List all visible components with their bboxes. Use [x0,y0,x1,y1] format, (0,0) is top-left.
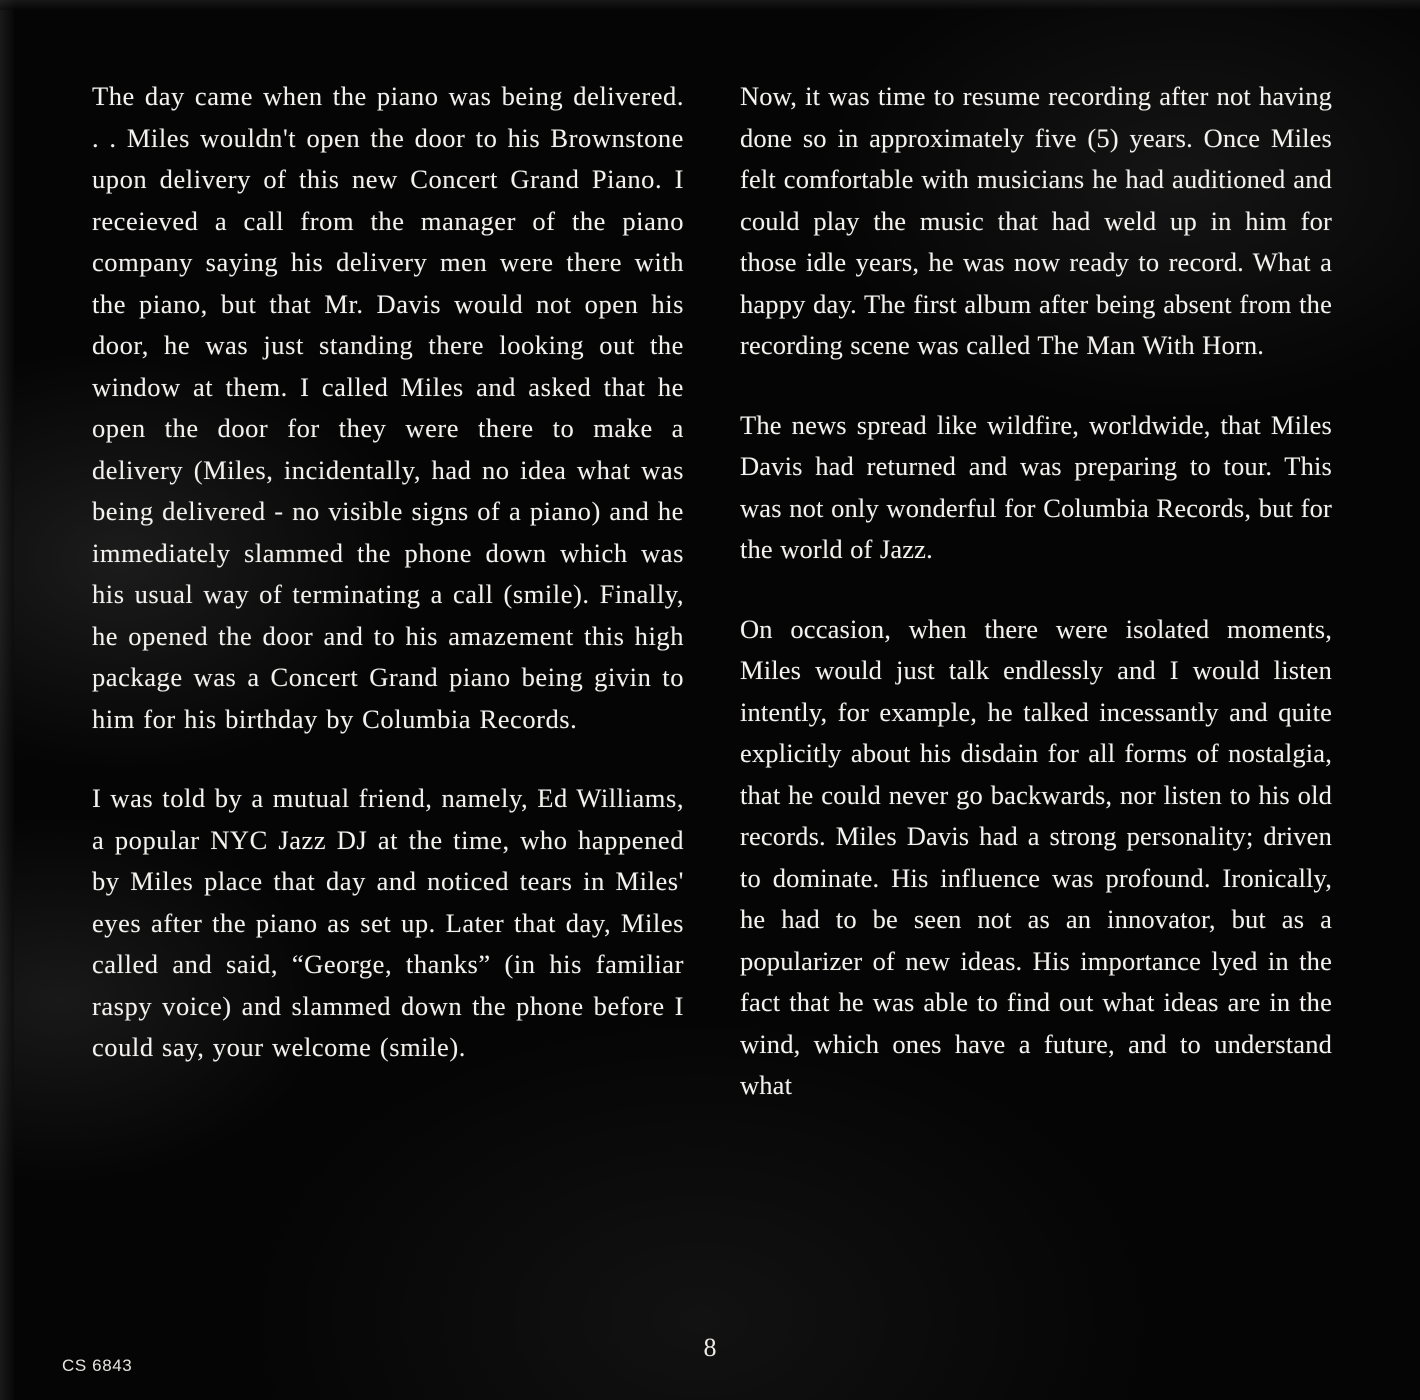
left-column [92,76,684,1107]
paragraph: Now, it was time to resume recording after not having done so in approximately five (5) years. Once Miles felt comfortable with musicians he had auditioned and could play the music that had weld up in him for those idle years, he was now ready to record. What a happy day. The first album after being absent from the recording scene was called The Man With Horn. [740,81,1332,360]
paragraph: The day came when the piano was being delivered. . . Miles wouldn't open the door to his Brownstone upon delivery of this new Concert Grand Piano. I receieved a call from the manager of the piano company saying his delivery men were there with the piano, but that Mr. Davis would not open his door, he was just standing there looking out the window at them. I called Miles and asked that he open the door for they were there to make a delivery (Miles, incidentally, had no idea what was being delivered - no visible signs of a piano) and he immediately slammed the phone down which was his usual way of terminating a call (smile). Finally, he opened the door and to his amazement this high package was a Concert Grand piano being givin to him for his birthday by Columbia Records. [92,81,684,734]
paragraph: The news spread like wildfire, worldwide, that Miles Davis had returned and was preparing to tour. This was not only wonderful for Columbia Records, but for the world of Jazz. [740,409,1332,564]
page-edge-shading-left [0,0,14,1400]
text-columns [92,76,1332,1107]
paragraph: On occasion, when there were isolated moments, Miles would just talk endlessly and I would listen intently, for example, he talked incessantly and quite explicitly about his disdain for all forms of nostalgia, that he could never go backwards, nor listen to his old records. Miles Davis had a strong personality; driven to dominate. His influence was profound. Ironically, he had to be seen not as an innovator, but as a popularizer of new ideas. His importance lyed in the fact that he was able to find out what ideas are in the wind, which ones have a future, and to understand what [740,613,1332,1100]
right-column [740,76,1332,1107]
page-edge-shading-top [0,0,1420,10]
paragraph: I was told by a mutual friend, namely, Ed Williams, a popular NYC Jazz DJ at the time, who happened by Miles place that day and noticed tears in Miles' eyes after the piano as set up. Later that day, Miles called and said, “George, thanks” (in his familiar raspy voice) and slammed down the phone before I could say, your welcome (smile). [92,783,684,1062]
page-number: 8 [703,1333,717,1362]
catalog-number: CS 6843 [62,1356,133,1375]
